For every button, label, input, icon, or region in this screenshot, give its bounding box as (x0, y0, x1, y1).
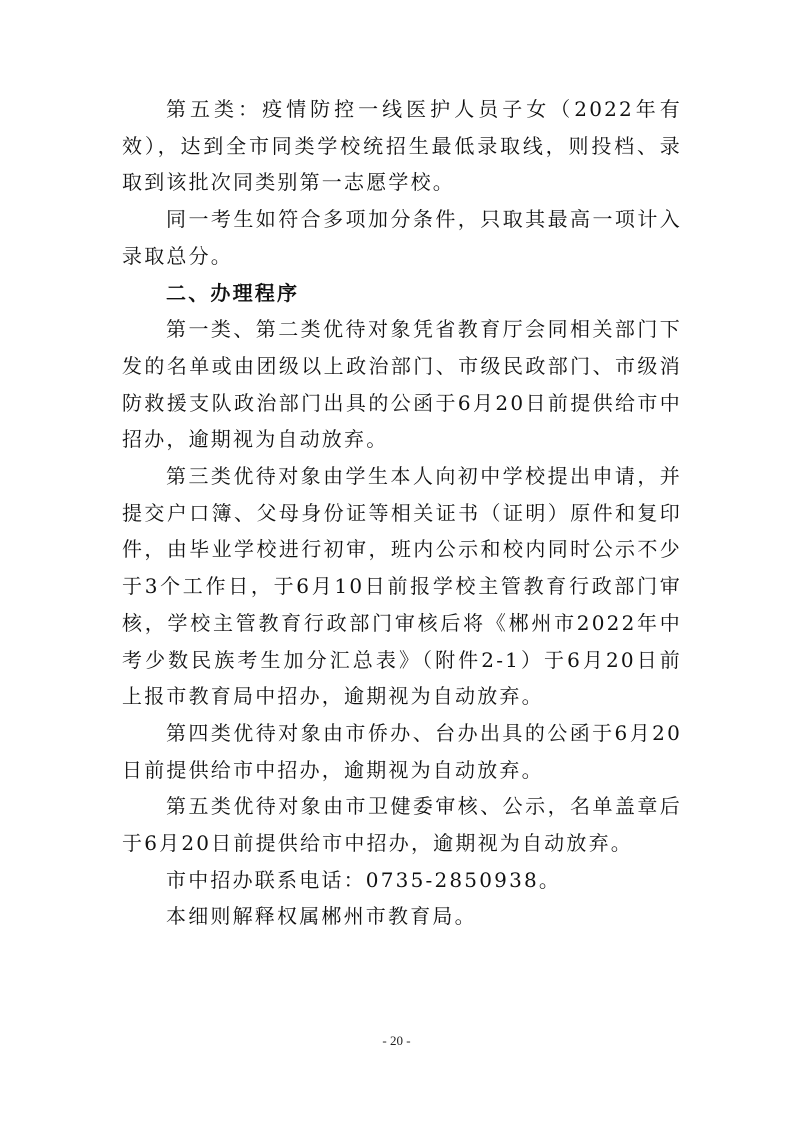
paragraph-category-one-two-procedure: 第一类、第二类优待对象凭省教育厅会同相关部门下发的名单或由团级以上政治部门、市级民政部门、市级消防救援支队政治部门出具的公函于6月20日前提供给市中招办，逾期视为自动放弃。 (122, 317, 682, 452)
page-number: - 20 - (382, 1033, 411, 1048)
paragraph-category-five-condition: 第五类：疫情防控一线医护人员子女（2022年有效），达到全市同类学校统招生最低录取线，则投档、录取到该批次同类别第一志愿学校。 (122, 97, 682, 195)
paragraph-contact-phone: 市中招办联系电话：0735-2850938。 (166, 867, 562, 892)
paragraph-category-four-procedure: 第四类优待对象由市侨办、台办出具的公函于6月20日前提供给市中招办，逾期视为自动放弃。 (122, 720, 682, 782)
document-body (122, 91, 682, 935)
paragraph-interpretation-right: 本细则解释权属郴州市教育局。 (166, 904, 477, 929)
paragraph-category-three-procedure: 第三类优待对象由学生本人向初中学校提出申请，并提交户口簿、父母身份证等相关证书（证明）原件和复印件，由毕业学校进行初审，班内公示和校内同时公示不少于3个工作日，于6月10日前报学校主管教育行政部门审核，学校主管教育行政部门审核后将《郴州市2022年中考少数民族考生加分汇总表》（附件2-1）于6月20日前上报市教育局中招办，逾期视为自动放弃。 (122, 464, 682, 709)
paragraph-category-five-procedure: 第五类优待对象由市卫健委审核、公示，名单盖章后于6月20日前提供给市中招办，逾期视为自动放弃。 (122, 794, 682, 856)
paragraph-multiple-bonus-rule: 同一考生如符合多项加分条件，只取其最高一项计入录取总分。 (122, 207, 682, 268)
section-heading-procedure: 二、办理程序 (166, 280, 300, 305)
